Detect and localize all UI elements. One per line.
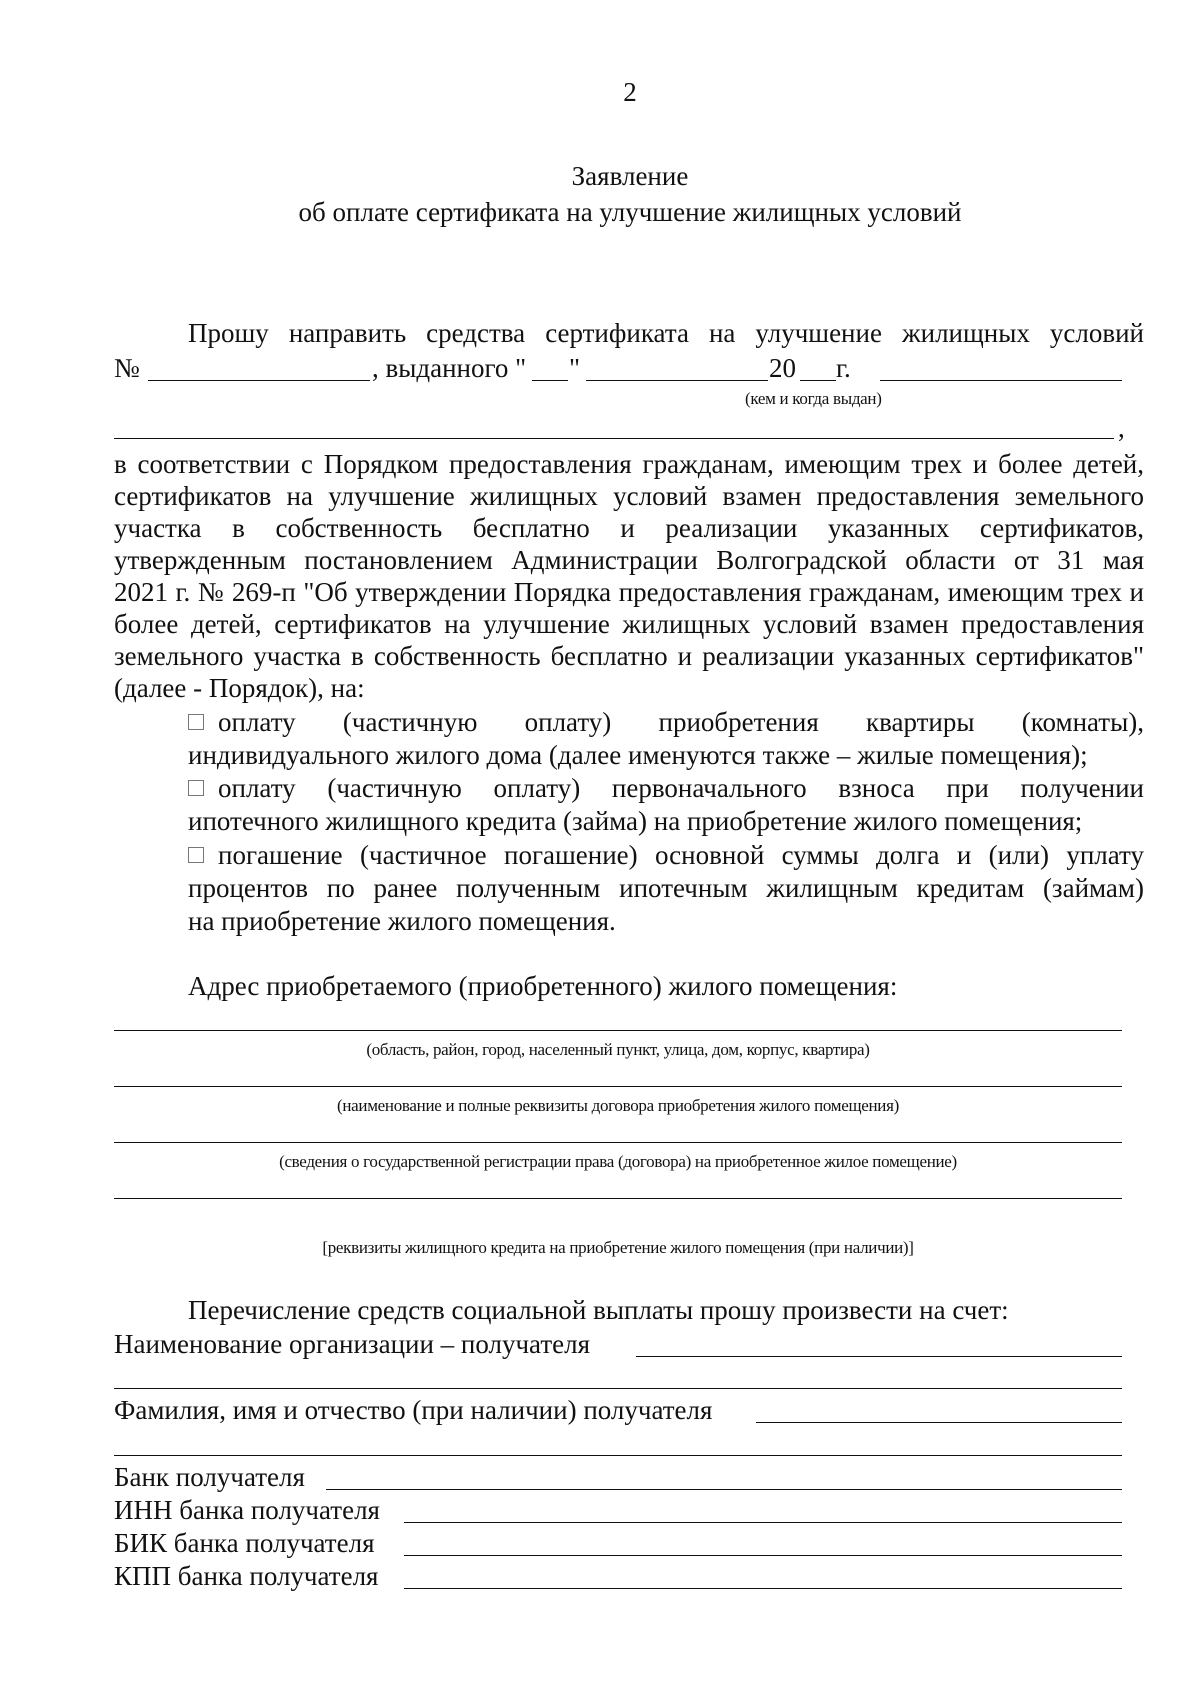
quote-close: " [569,353,581,383]
kpp-label: КПП банка получателя [114,1561,379,1591]
org-field[interactable] [636,1356,1122,1357]
kpp-field[interactable] [404,1588,1122,1589]
document-title: Заявление [571,161,689,191]
fio-field[interactable] [756,1422,1122,1423]
address-heading: Адрес приобретаемого (приобретенного) жилого помещения: [188,971,898,1001]
bank-label: Банк получателя [114,1462,305,1492]
basis-line-4: утвержденным постановлением Администрации Волгоградской области от 31 мая [114,545,1144,575]
credit-details-field[interactable] [114,1198,1122,1199]
option-3-line-1: погашение (частичное погашение) основной суммы долга и (или) уплату [218,840,1144,870]
option-2-line-2: ипотечного жилищного кредита (займа) на приобретение жилого помещения; [188,806,1083,836]
basis-line-2: сертификатов на улучшение жилищных условий взамен предоставления земельного [114,481,1144,511]
basis-line-7: земельного участка в собственность бесплатно и реализации указанных сертификатов" [114,641,1144,671]
bank-field[interactable] [326,1489,1122,1490]
certificate-number-label: № [114,353,140,383]
fio-label: Фамилия, имя и отчество (при наличии) получателя [114,1395,713,1425]
option-1-line-1: оплату (частичную оплату) приобретения квартиры (комнаты), [218,707,1144,737]
issuer-field-continued[interactable] [114,438,1114,439]
option-3-line-2: процентов по ранее полученным ипотечным жилищным кредитам (займам) [188,873,1144,903]
issue-year-field[interactable] [800,380,836,381]
contract-field[interactable] [114,1086,1122,1087]
option-3-checkbox[interactable] [188,847,204,863]
inn-label: ИНН банка получателя [114,1495,380,1525]
intro-line-1: Прошу направить средства сертификата на улучшение жилищных условий [188,318,1144,348]
certificate-number-field[interactable] [148,380,370,381]
option-1-checkbox[interactable] [188,714,204,730]
registration-field[interactable] [114,1142,1122,1143]
payment-heading: Перечисление средств социальной выплаты прошу произвести на счет: [188,1295,1009,1325]
address-caption: (область, район, город, населенный пункт, улица, дом, корпус, квартира) [366,1040,870,1059]
issuer-field[interactable] [880,380,1122,381]
issue-day-field[interactable] [532,380,568,381]
option-2-line-1: оплату (частичную оплату) первоначального взноса при получении [218,773,1144,803]
basis-line-5: 2021 г. № 269-п "Об утверждении Порядка предоставления гражданам, имеющим трех и [114,577,1144,607]
org-label: Наименование организации – получателя [114,1329,591,1359]
issued-label: , выданного " [372,353,527,383]
option-3 [188,839,1144,871]
issuer-caption: (кем и когда выдан) [745,389,882,408]
address-field[interactable] [114,1030,1122,1031]
basis-line-1: в соответствии с Порядком предоставления гражданам, имеющим трех и более детей, [114,449,1144,479]
basis-line-8: (далее - Порядок), на: [114,673,365,703]
bik-label: БИК банка получателя [114,1528,375,1558]
credit-details-caption: [реквизиты жилищного кредита на приобретение жилого помещения (при наличии)] [322,1238,914,1257]
document-subtitle: об оплате сертификата на улучшение жилищных условий [298,197,962,227]
option-1-line-2: индивидуального жилого дома (далее именуются также – жилые помещения); [188,740,1088,770]
basis-line-6: более детей, сертификатов на улучшение жилищных условий взамен предоставления [114,609,1144,639]
year-suffix: г. [836,353,851,383]
registration-caption: (сведения о государственной регистрации права (договора) на приобретенное жилое помещение) [279,1152,957,1171]
issuer-comma: , [1118,413,1125,443]
option-2 [188,772,1144,804]
page-number: 2 [623,77,637,107]
year-prefix: 20 [769,353,796,383]
option-2-checkbox[interactable] [188,780,204,796]
issue-month-field[interactable] [586,380,768,381]
bik-field[interactable] [404,1555,1122,1556]
basis-line-3: участка в собственность бесплатно и реализации указанных сертификатов, [114,513,1144,543]
inn-field[interactable] [404,1522,1122,1523]
contract-caption: (наименование и полные реквизиты договора приобретения жилого помещения) [337,1096,899,1115]
option-3-line-3: на приобретение жилого помещения. [188,906,616,936]
fio-field-continued[interactable] [114,1455,1122,1456]
org-field-continued[interactable] [114,1388,1122,1389]
option-1 [188,706,1144,738]
